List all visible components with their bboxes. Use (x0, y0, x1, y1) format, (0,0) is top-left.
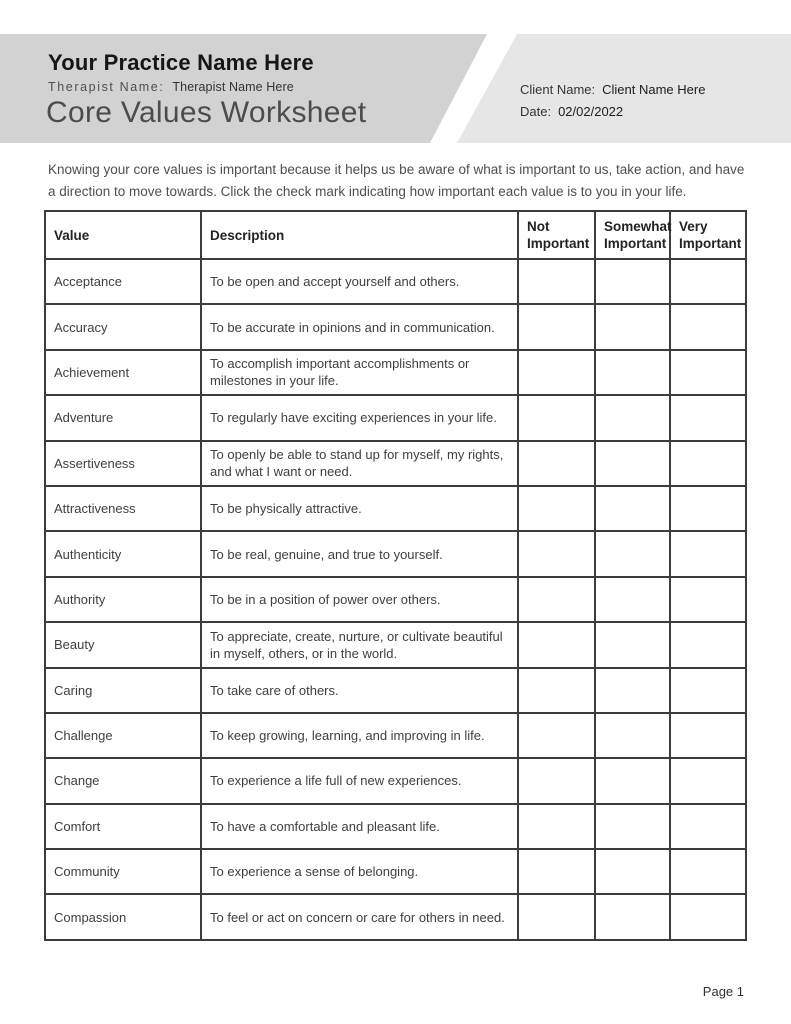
description-cell: To have a comfortable and pleasant life. (201, 804, 518, 849)
value-cell: Assertiveness (45, 441, 201, 486)
table-row (45, 668, 746, 713)
rating-cell-not-important[interactable] (518, 849, 595, 894)
rating-cell-not-important[interactable] (518, 531, 595, 576)
rating-cell-not-important[interactable] (518, 486, 595, 531)
rating-cell-very-important[interactable] (670, 713, 746, 758)
table-row (45, 804, 746, 849)
therapist-name-value: Therapist Name Here (172, 80, 294, 94)
rating-cell-very-important[interactable] (670, 577, 746, 622)
description-cell: To experience a sense of belonging. (201, 849, 518, 894)
table-row (45, 577, 746, 622)
rating-cell-not-important[interactable] (518, 350, 595, 395)
intro-text: Knowing your core values is important because it helps us be aware of what is important to us, take action, and have a direction to move towards. Click the check mark indicating how important each value is to you in your life. (48, 162, 745, 199)
value-cell: Achievement (45, 350, 201, 395)
rating-cell-very-important[interactable] (670, 804, 746, 849)
rating-cell-somewhat-important[interactable] (595, 259, 670, 304)
rating-cell-somewhat-important[interactable] (595, 668, 670, 713)
client-name-line (520, 79, 705, 101)
description-cell: To accomplish important accomplishments or milestones in your life. (201, 350, 518, 395)
rating-cell-somewhat-important[interactable] (595, 849, 670, 894)
description-cell: To be accurate in opinions and in communication. (201, 304, 518, 349)
description-cell: To be physically attractive. (201, 486, 518, 531)
rating-cell-somewhat-important[interactable] (595, 486, 670, 531)
description-cell: To be in a position of power over others. (201, 577, 518, 622)
description-cell: To be open and accept yourself and others. (201, 259, 518, 304)
rating-cell-somewhat-important[interactable] (595, 894, 670, 939)
value-cell: Community (45, 849, 201, 894)
description-cell: To keep growing, learning, and improving in life. (201, 713, 518, 758)
value-cell: Adventure (45, 395, 201, 440)
rating-cell-very-important[interactable] (670, 304, 746, 349)
column-header-not-important: Not Important (518, 211, 595, 259)
column-header-somewhat-important: Somewhat Important (595, 211, 670, 259)
client-name-value: Client Name Here (602, 82, 706, 97)
value-cell: Change (45, 758, 201, 803)
rating-cell-somewhat-important[interactable] (595, 531, 670, 576)
rating-cell-somewhat-important[interactable] (595, 758, 670, 803)
table-row (45, 849, 746, 894)
table-row (45, 894, 746, 939)
rating-cell-very-important[interactable] (670, 758, 746, 803)
rating-cell-not-important[interactable] (518, 577, 595, 622)
description-cell: To feel or act on concern or care for others in need. (201, 894, 518, 939)
rating-cell-not-important[interactable] (518, 713, 595, 758)
date-line (520, 101, 705, 123)
rating-cell-very-important[interactable] (670, 395, 746, 440)
table-row (45, 350, 746, 395)
rating-cell-somewhat-important[interactable] (595, 577, 670, 622)
description-cell: To regularly have exciting experiences in your life. (201, 395, 518, 440)
rating-cell-somewhat-important[interactable] (595, 713, 670, 758)
rating-cell-very-important[interactable] (670, 894, 746, 939)
table-row (45, 441, 746, 486)
value-cell: Acceptance (45, 259, 201, 304)
value-cell: Authority (45, 577, 201, 622)
table-row (45, 304, 746, 349)
rating-cell-not-important[interactable] (518, 758, 595, 803)
worksheet-title: Core Values Worksheet (46, 96, 367, 129)
table-row (45, 758, 746, 803)
rating-cell-somewhat-important[interactable] (595, 804, 670, 849)
rating-cell-very-important[interactable] (670, 622, 746, 667)
client-name-label: Client Name: (520, 82, 596, 97)
rating-cell-not-important[interactable] (518, 668, 595, 713)
table-row (45, 486, 746, 531)
column-header-description: Description (201, 211, 518, 259)
rating-cell-somewhat-important[interactable] (595, 350, 670, 395)
description-cell: To take care of others. (201, 668, 518, 713)
column-header-very-important: Very Important (670, 211, 746, 259)
therapist-name-label: Therapist Name: (48, 80, 165, 94)
rating-cell-not-important[interactable] (518, 441, 595, 486)
table-row (45, 622, 746, 667)
rating-cell-somewhat-important[interactable] (595, 304, 670, 349)
rating-cell-not-important[interactable] (518, 304, 595, 349)
header-banner (0, 34, 791, 143)
rating-cell-not-important[interactable] (518, 804, 595, 849)
rating-cell-very-important[interactable] (670, 441, 746, 486)
value-cell: Caring (45, 668, 201, 713)
rating-cell-somewhat-important[interactable] (595, 441, 670, 486)
date-label: Date: (520, 104, 552, 119)
description-cell: To be real, genuine, and true to yourself. (201, 531, 518, 576)
description-cell: To openly be able to stand up for myself, my rights, and what I want or need. (201, 441, 518, 486)
value-cell: Accuracy (45, 304, 201, 349)
value-cell: Challenge (45, 713, 201, 758)
core-values-table (44, 210, 747, 941)
value-cell: Authenticity (45, 531, 201, 576)
rating-cell-very-important[interactable] (670, 486, 746, 531)
value-cell: Compassion (45, 894, 201, 939)
table-row (45, 713, 746, 758)
practice-name: Your Practice Name Here (48, 50, 314, 75)
rating-cell-very-important[interactable] (670, 259, 746, 304)
value-cell: Attractiveness (45, 486, 201, 531)
rating-cell-very-important[interactable] (670, 849, 746, 894)
value-cell: Comfort (45, 804, 201, 849)
client-info-block (520, 79, 705, 123)
rating-cell-very-important[interactable] (670, 531, 746, 576)
column-header-value: Value (45, 211, 201, 259)
table-header-row (45, 211, 746, 259)
description-cell: To appreciate, create, nurture, or cultivate beautiful in myself, others, or in the world. (201, 622, 518, 667)
rating-cell-not-important[interactable] (518, 894, 595, 939)
rating-cell-not-important[interactable] (518, 259, 595, 304)
rating-cell-somewhat-important[interactable] (595, 395, 670, 440)
table-row (45, 395, 746, 440)
therapist-name-line (48, 80, 294, 94)
rating-cell-not-important[interactable] (518, 622, 595, 667)
table-row (45, 259, 746, 304)
value-cell: Beauty (45, 622, 201, 667)
rating-cell-very-important[interactable] (670, 350, 746, 395)
description-cell: To experience a life full of new experiences. (201, 758, 518, 803)
rating-cell-somewhat-important[interactable] (595, 622, 670, 667)
rating-cell-not-important[interactable] (518, 395, 595, 440)
rating-cell-very-important[interactable] (670, 668, 746, 713)
date-value: 02/02/2022 (558, 104, 624, 119)
table-row (45, 531, 746, 576)
page-number: Page 1 (702, 984, 744, 999)
